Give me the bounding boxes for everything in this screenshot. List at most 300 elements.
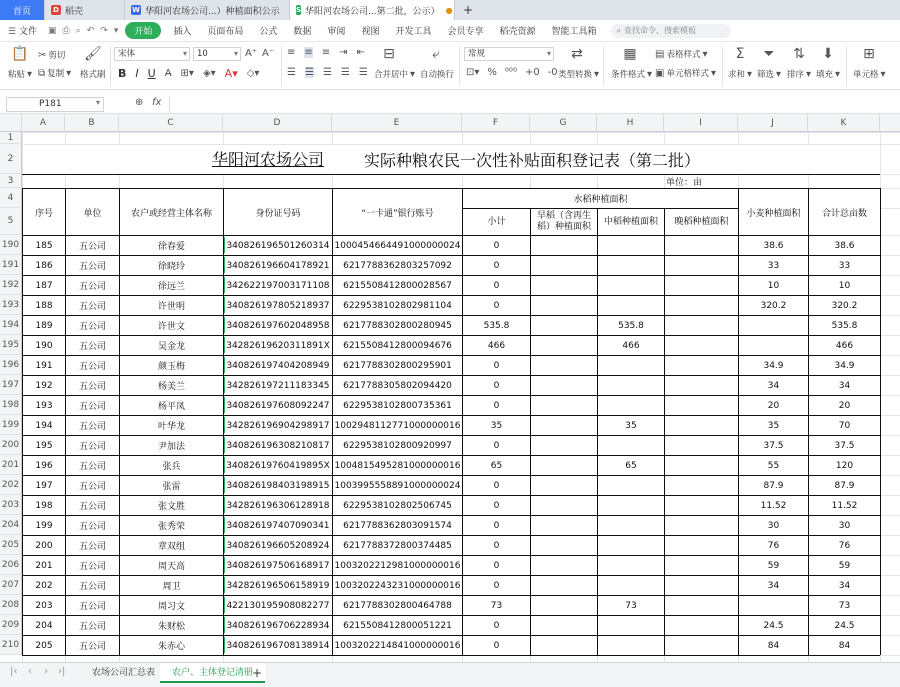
cell-wheat[interactable]: 38.6 <box>763 240 784 251</box>
cell-name[interactable]: 徐晓玲 <box>157 262 185 272</box>
row-header[interactable]: 198 <box>0 395 22 415</box>
cell-unit[interactable]: 五公司 <box>78 562 106 572</box>
menu-smart-toolbox[interactable]: 智能工具箱 <box>551 27 597 37</box>
cell-unit[interactable]: 五公司 <box>78 622 106 632</box>
conditional-format-button[interactable]: 条件格式 ▾ <box>611 68 653 80</box>
cell-acct[interactable]: 6217788372800374485 <box>343 540 452 551</box>
row-header[interactable]: 206 <box>0 555 22 575</box>
row-header[interactable]: 210 <box>0 635 22 655</box>
cell-wheat[interactable]: 34 <box>767 380 780 391</box>
cell-wheat[interactable] <box>739 336 808 355</box>
row-header[interactable]: 2 <box>0 144 22 174</box>
cell-wheat[interactable]: 34.9 <box>763 360 784 371</box>
cell-total[interactable]: 87.9 <box>834 480 855 491</box>
cell-wheat[interactable]: 34 <box>767 580 780 591</box>
cell-mid[interactable] <box>598 576 664 595</box>
cell-name[interactable]: 朱财松 <box>157 622 185 632</box>
cell-seq[interactable]: 186 <box>35 260 53 271</box>
spreadsheet-grid[interactable] <box>22 132 900 662</box>
cell-id[interactable]: 340826196605208924 <box>226 540 330 551</box>
conditional-format-icon[interactable]: ▦ <box>623 46 637 62</box>
row-header[interactable]: 197 <box>0 375 22 395</box>
increase-decimal-icon[interactable]: +0 <box>524 67 540 78</box>
cell-late[interactable] <box>665 296 738 315</box>
menu-formula[interactable]: 公式 <box>259 27 278 37</box>
cell-total[interactable]: 73 <box>838 600 851 611</box>
cell-id[interactable]: 340826197407090341 <box>226 520 330 531</box>
cell-unit[interactable]: 五公司 <box>78 442 106 452</box>
cell-acct[interactable]: 1000454664491000000024 <box>334 240 461 251</box>
cell-mid[interactable] <box>598 616 664 635</box>
type-convert-button[interactable]: 类型转换 ▾ <box>558 68 600 80</box>
justify-icon[interactable]: ☰ <box>340 67 350 78</box>
table-style-button[interactable]: ▤ 表格样式 ▾ <box>655 48 708 60</box>
cell-id[interactable]: 340826196308210817 <box>226 440 330 451</box>
cell-name[interactable]: 张兵 <box>162 462 181 472</box>
cell-late[interactable] <box>665 336 738 355</box>
header-seq[interactable]: 序号 <box>23 189 65 235</box>
cell-early[interactable] <box>531 496 597 515</box>
cell-mid[interactable]: 35 <box>625 420 637 431</box>
menu-page-layout[interactable]: 页面布局 <box>207 27 244 37</box>
cell-wheat[interactable]: 30 <box>767 520 780 531</box>
cell-name[interactable]: 周习文 <box>157 602 185 612</box>
row-header[interactable]: 5 <box>0 208 22 235</box>
column-header-b[interactable]: B <box>65 114 119 132</box>
cell-total[interactable]: 34.9 <box>834 360 855 371</box>
cell-early[interactable] <box>531 616 597 635</box>
print-icon[interactable]: ⎙ <box>62 25 70 36</box>
save-icon[interactable]: ▣ <box>47 25 57 36</box>
cell-acct[interactable]: 6215508412800028567 <box>343 280 452 291</box>
cell-total[interactable]: 10 <box>838 280 851 291</box>
header-early-rice[interactable]: 早稻（含再生稻）种植面积 <box>531 209 597 235</box>
first-sheet-icon[interactable]: |‹ <box>10 666 18 677</box>
cell-wheat[interactable]: 59 <box>767 560 780 571</box>
cell-sub[interactable]: 0 <box>493 620 500 631</box>
tab-home[interactable]: 首页 <box>0 0 45 20</box>
select-all-corner[interactable] <box>0 114 22 132</box>
cell-early[interactable] <box>531 356 597 375</box>
cell-acct[interactable]: 1002948112771000000016 <box>334 420 461 431</box>
last-sheet-icon[interactable]: ›| <box>58 666 66 677</box>
cell-icon[interactable]: ⊞ <box>863 46 875 62</box>
cell-acct[interactable]: 6229538102802981104 <box>343 300 452 311</box>
cell-late[interactable] <box>665 396 738 415</box>
cell-unit[interactable]: 五公司 <box>78 342 106 352</box>
cell-mid[interactable] <box>598 396 664 415</box>
fill-color-icon[interactable]: ◈▾ <box>202 68 216 79</box>
cell-seq[interactable]: 198 <box>35 500 53 511</box>
cell-total[interactable]: 37.5 <box>834 440 855 451</box>
filter-icon[interactable]: ⏷ <box>763 46 775 62</box>
cell-id[interactable]: 34082619760419895X <box>226 460 330 471</box>
cell-name[interactable]: 张雷 <box>162 482 181 492</box>
unit-label[interactable]: 单位：亩 <box>666 175 737 188</box>
cell-seq[interactable]: 205 <box>35 640 53 651</box>
cell-name[interactable]: 叶华龙 <box>157 422 185 432</box>
cell-acct[interactable]: 6229538102800920997 <box>343 440 452 451</box>
header-id[interactable]: 身份证号码 <box>224 189 332 235</box>
cell-sub[interactable]: 0 <box>493 480 500 491</box>
cell-early[interactable] <box>531 596 597 615</box>
cell-sub[interactable]: 0 <box>493 280 500 291</box>
italic-icon[interactable]: I <box>135 67 139 80</box>
cell-unit[interactable]: 五公司 <box>78 462 106 472</box>
row-header[interactable]: 203 <box>0 495 22 515</box>
copy-button[interactable]: ⧉ 复制 ▾ <box>38 67 72 79</box>
column-header-c[interactable]: C <box>119 114 223 132</box>
cell-unit[interactable]: 五公司 <box>78 582 106 592</box>
cell-early[interactable] <box>531 296 597 315</box>
row-header[interactable]: 195 <box>0 335 22 355</box>
row-header[interactable]: 193 <box>0 295 22 315</box>
menu-start[interactable]: 开始 <box>125 22 161 39</box>
wrap-text-icon[interactable]: ⤶ <box>432 46 440 62</box>
cell-early[interactable] <box>531 256 597 275</box>
cell-name[interactable]: 颜玉梅 <box>157 362 185 372</box>
cell-seq[interactable]: 193 <box>35 400 53 411</box>
cell-id[interactable]: 340826197805218937 <box>226 300 330 311</box>
redo-icon[interactable]: ↷ <box>100 25 108 36</box>
cell-sub[interactable]: 0 <box>493 560 500 571</box>
cell-id[interactable]: 34282619620311891X <box>226 340 330 351</box>
format-painter-icon[interactable]: 🖌 <box>84 46 102 62</box>
cell-mid[interactable]: 73 <box>625 600 637 611</box>
cell-early[interactable] <box>531 436 597 455</box>
formula-input[interactable] <box>169 97 900 112</box>
align-left-icon[interactable]: ☰ <box>287 67 296 78</box>
cell-unit[interactable]: 五公司 <box>78 402 106 412</box>
row-header[interactable]: 200 <box>0 435 22 455</box>
cell-wheat[interactable]: 20 <box>767 400 780 411</box>
cell-unit[interactable]: 五公司 <box>78 602 106 612</box>
cell-total[interactable]: 34 <box>838 380 851 391</box>
cell-early[interactable] <box>531 536 597 555</box>
cell-mid[interactable] <box>598 296 664 315</box>
cell-seq[interactable]: 197 <box>35 480 53 491</box>
cell-sub[interactable]: 0 <box>493 360 500 371</box>
cell-late[interactable] <box>665 576 738 595</box>
cell-id[interactable]: 340826197608092247 <box>226 400 330 411</box>
cell-early[interactable] <box>531 456 597 475</box>
cell-mid[interactable] <box>598 276 664 295</box>
header-mid-rice[interactable]: 中稻种植面积 <box>598 209 664 235</box>
cell-seq[interactable]: 201 <box>35 560 53 571</box>
cell-unit[interactable]: 五公司 <box>78 242 106 252</box>
cell-mid[interactable] <box>598 636 664 655</box>
cell-mid[interactable] <box>598 436 664 455</box>
cell-early[interactable] <box>531 236 597 255</box>
cell-total[interactable]: 38.6 <box>834 240 855 251</box>
cell-late[interactable] <box>665 436 738 455</box>
cell-id[interactable]: 340826196708138914 <box>226 640 330 651</box>
cell-seq[interactable]: 192 <box>35 380 53 391</box>
row-header[interactable]: 4 <box>0 188 22 208</box>
cell-id[interactable]: 340826198403198915 <box>226 480 330 491</box>
row-header[interactable]: 207 <box>0 575 22 595</box>
header-rice-area[interactable]: 水稻种植面积 <box>463 189 738 208</box>
align-middle-icon[interactable]: ≡ <box>304 47 313 58</box>
cell-sub[interactable]: 0 <box>493 400 500 411</box>
cell-sub[interactable]: 0 <box>493 540 500 551</box>
cell-acct[interactable]: 1003995558891000000024 <box>334 480 461 491</box>
cell-name[interactable]: 徐春爱 <box>157 242 185 252</box>
cell-name[interactable]: 周天高 <box>157 562 185 572</box>
align-top-icon[interactable]: ≡ <box>287 47 296 58</box>
cell-sub[interactable]: 35 <box>490 420 503 431</box>
row-header[interactable]: 201 <box>0 455 22 475</box>
align-right-icon[interactable]: ☰ <box>322 67 332 78</box>
cell-wheat[interactable]: 33 <box>767 260 780 271</box>
cell-unit[interactable]: 五公司 <box>78 382 106 392</box>
grow-font-button[interactable]: A⁺ <box>245 48 258 59</box>
cell-style-button[interactable]: ▣ 单元格样式 ▾ <box>655 67 716 79</box>
header-unit[interactable]: 单位 <box>66 189 119 235</box>
menu-review[interactable]: 审阅 <box>327 27 346 37</box>
cell-wheat[interactable]: 11.52 <box>760 500 787 511</box>
cell-total[interactable]: 84 <box>838 640 851 651</box>
cell-unit[interactable]: 五公司 <box>78 362 106 372</box>
wrap-text-button[interactable]: 自动换行 <box>420 70 455 80</box>
cell-late[interactable] <box>665 236 738 255</box>
sheet-tab-summary[interactable]: 农场公司汇总表 <box>92 668 156 678</box>
cell-name[interactable]: 章双组 <box>157 542 185 552</box>
file-menu[interactable]: ☰ 文件 <box>8 27 37 37</box>
cell-late[interactable] <box>665 556 738 575</box>
row-header[interactable]: 191 <box>0 255 22 275</box>
cell-late[interactable] <box>665 616 738 635</box>
cell-id[interactable]: 342826196306128918 <box>226 500 330 511</box>
cell-mid[interactable] <box>598 516 664 535</box>
cell-acct[interactable]: 6217788362803091574 <box>343 520 452 531</box>
cell-mid[interactable]: 466 <box>622 340 640 351</box>
cell-late[interactable] <box>665 316 738 335</box>
strikethrough-icon[interactable]: A̶ <box>164 68 172 79</box>
row-header[interactable]: 209 <box>0 615 22 635</box>
cell-id[interactable]: 340826197404208949 <box>226 360 330 371</box>
cell-seq[interactable]: 202 <box>35 580 53 591</box>
cell-early[interactable] <box>531 276 597 295</box>
column-header-a[interactable]: A <box>22 114 65 132</box>
cell-seq[interactable]: 196 <box>35 460 53 471</box>
cell-sub[interactable]: 0 <box>493 440 500 451</box>
column-header-h[interactable]: H <box>597 114 664 132</box>
cell-acct[interactable]: 6229538102800735361 <box>343 400 452 411</box>
cell-early[interactable] <box>531 376 597 395</box>
row-header[interactable]: 3 <box>0 174 22 188</box>
cell-late[interactable] <box>665 516 738 535</box>
cell-early[interactable] <box>531 556 597 575</box>
cell-acct[interactable]: 6217788362803257092 <box>343 260 452 271</box>
row-header[interactable]: 208 <box>0 595 22 615</box>
merge-center-button[interactable]: 合并居中 ▾ <box>374 68 416 80</box>
cell-early[interactable] <box>531 316 597 335</box>
number-format-select[interactable]: 常规 ▾ <box>464 47 554 61</box>
row-header[interactable]: 194 <box>0 315 22 335</box>
cell-wheat[interactable]: 76 <box>767 540 780 551</box>
cell-mid[interactable] <box>598 536 664 555</box>
menu-view[interactable]: 视图 <box>361 27 380 37</box>
cell-mid[interactable] <box>598 236 664 255</box>
cell-sub[interactable]: 0 <box>493 300 500 311</box>
cell-mid[interactable] <box>598 476 664 495</box>
cell-wheat[interactable]: 320.2 <box>760 300 787 311</box>
cell-name[interactable]: 张文胜 <box>157 502 185 512</box>
cell-seq[interactable]: 195 <box>35 440 53 451</box>
column-header-e[interactable]: E <box>332 114 462 132</box>
shrink-font-button[interactable]: A⁻ <box>262 48 275 59</box>
font-color-icon[interactable]: A▾ <box>224 67 238 80</box>
cut-button[interactable]: ✂ 剪切 <box>38 49 66 61</box>
cell-wheat[interactable]: 24.5 <box>763 620 784 631</box>
header-subtotal[interactable]: 小计 <box>463 209 530 235</box>
fill-button[interactable]: 填充 ▾ <box>816 68 841 80</box>
cell-mid[interactable] <box>598 556 664 575</box>
cell-total[interactable]: 535.8 <box>831 320 858 331</box>
sort-icon[interactable]: ⇅ <box>793 46 805 62</box>
sheet-tab-register[interactable]: 农户、主体登记清册 <box>160 663 265 683</box>
cell-total[interactable]: 120 <box>835 460 854 471</box>
header-wheat[interactable]: 小麦种植面积 <box>739 189 808 235</box>
align-bottom-icon[interactable]: ≡ <box>321 47 331 58</box>
row-header[interactable]: 199 <box>0 415 22 435</box>
cell-early[interactable] <box>531 476 597 495</box>
border-icon[interactable]: ⊞▾ <box>180 68 194 79</box>
row-header[interactable]: 196 <box>0 355 22 375</box>
header-name[interactable]: 农户或经营主体名称 <box>120 189 223 235</box>
cell-id[interactable]: 340826197506168917 <box>226 560 330 571</box>
format-painter-button[interactable]: 格式刷 <box>80 70 106 80</box>
font-name-select[interactable]: 宋体 ▾ <box>114 47 190 61</box>
cell-acct[interactable]: 1004815495281000000016 <box>334 460 461 471</box>
row-header[interactable]: 192 <box>0 275 22 295</box>
cell-unit[interactable]: 五公司 <box>78 422 106 432</box>
row-header[interactable]: 190 <box>0 235 22 255</box>
percent-icon[interactable]: % <box>487 67 497 78</box>
clear-format-icon[interactable]: ◇▾ <box>246 68 260 79</box>
filter-button[interactable]: 筛选 ▾ <box>757 68 782 80</box>
cell-sub[interactable]: 0 <box>493 380 500 391</box>
cell-unit[interactable]: 五公司 <box>78 482 106 492</box>
cell-total[interactable]: 76 <box>838 540 851 551</box>
cell-late[interactable] <box>665 276 738 295</box>
menu-insert[interactable]: 插入 <box>173 27 192 37</box>
cell-name[interactable]: 朱赤心 <box>157 642 185 652</box>
cell-id[interactable]: 342826196506158919 <box>226 580 330 591</box>
cell-seq[interactable]: 200 <box>35 540 53 551</box>
zoom-icon[interactable]: ⊕ <box>135 97 144 108</box>
cell-mid[interactable] <box>598 256 664 275</box>
undo-icon[interactable]: ↶ <box>86 25 95 36</box>
chevron-down-icon[interactable]: ▾ <box>96 98 101 107</box>
cell-early[interactable] <box>531 516 597 535</box>
cell-total[interactable]: 320.2 <box>831 300 858 311</box>
column-header-g[interactable]: G <box>530 114 597 132</box>
cell-seq[interactable]: 188 <box>35 300 53 311</box>
cell-id[interactable]: 422130195908082277 <box>226 600 330 611</box>
header-total[interactable]: 合计总亩数 <box>809 189 880 235</box>
outdent-icon[interactable]: ⇤ <box>356 47 365 58</box>
cell-name[interactable]: 许世文 <box>157 322 185 332</box>
add-sheet-button[interactable]: + <box>252 666 263 680</box>
cell-late[interactable] <box>665 256 738 275</box>
column-header-i[interactable]: I <box>664 114 738 132</box>
cell-late[interactable] <box>665 536 738 555</box>
name-box[interactable]: P181 <box>6 97 104 112</box>
cell-total[interactable]: 11.52 <box>831 500 858 511</box>
cell-late[interactable] <box>665 636 738 655</box>
cell-early[interactable] <box>531 636 597 655</box>
cell-total[interactable]: 24.5 <box>834 620 855 631</box>
menu-dev-tools[interactable]: 开发工具 <box>395 27 432 37</box>
cell-acct[interactable]: 6215508412800051221 <box>343 620 452 631</box>
cell-wheat[interactable]: 55 <box>767 460 780 471</box>
cell-early[interactable] <box>531 576 597 595</box>
align-center-icon[interactable]: ☰ <box>304 67 314 78</box>
preview-icon[interactable]: ⌕ <box>75 25 81 36</box>
cell-sub[interactable]: 0 <box>493 500 500 511</box>
cell-late[interactable] <box>665 376 738 395</box>
cell-wheat[interactable]: 37.5 <box>763 440 784 451</box>
cell-mid[interactable] <box>598 496 664 515</box>
cell-name[interactable]: 许世明 <box>157 302 185 312</box>
row-header[interactable]: 204 <box>0 515 22 535</box>
cell-unit[interactable]: 五公司 <box>78 302 106 312</box>
cell-acct[interactable]: 6215508412800094676 <box>343 340 452 351</box>
cell-early[interactable] <box>531 396 597 415</box>
cell-name[interactable]: 周卫 <box>162 582 181 592</box>
cell-acct[interactable]: 1003202243231000000016 <box>334 580 461 591</box>
cell-seq[interactable]: 203 <box>35 600 53 611</box>
cell-id[interactable]: 342622197003171108 <box>226 280 330 291</box>
cell-acct[interactable]: 6217788302800295901 <box>343 360 452 371</box>
tab-spreadsheet[interactable]: S 华阳河农场公司...第二批，公示） ● <box>290 0 455 20</box>
menu-data[interactable]: 数据 <box>293 27 312 37</box>
cell-button[interactable]: 单元格 ▾ <box>853 68 886 80</box>
currency-icon[interactable]: ⊡▾ <box>466 67 480 78</box>
cell-wheat[interactable] <box>739 596 808 615</box>
paste-icon[interactable]: 📋 <box>11 46 29 62</box>
row-header[interactable]: 1 <box>0 132 22 144</box>
sum-icon[interactable]: Σ <box>735 46 745 62</box>
cell-seq[interactable]: 194 <box>35 420 53 431</box>
cell-acct[interactable]: 1003202214841000000016 <box>334 640 461 651</box>
cell-sub[interactable]: 0 <box>493 640 500 651</box>
paste-button[interactable]: 粘贴 ▾ <box>8 68 33 80</box>
column-header-k[interactable]: K <box>808 114 880 132</box>
cell-total[interactable]: 33 <box>838 260 851 271</box>
cell-name[interactable]: 杨平凤 <box>157 402 185 412</box>
cell-early[interactable] <box>531 336 597 355</box>
cell-wheat[interactable]: 84 <box>767 640 780 651</box>
cell-sub[interactable]: 73 <box>490 600 503 611</box>
cell-mid[interactable]: 65 <box>625 460 637 471</box>
cell-wheat[interactable] <box>739 316 808 335</box>
cell-total[interactable]: 466 <box>835 340 854 351</box>
cell-id[interactable]: 340826196501260314 <box>226 240 330 251</box>
sum-button[interactable]: 求和 ▾ <box>728 68 753 80</box>
tab-word-document[interactable]: W 华阳河农场公司...）种植面积公示 <box>125 0 290 20</box>
cell-unit[interactable]: 五公司 <box>78 542 106 552</box>
cell-mid[interactable]: 535.8 <box>618 320 644 331</box>
cell-late[interactable] <box>665 476 738 495</box>
cell-unit[interactable]: 五公司 <box>78 282 106 292</box>
merge-cells-icon[interactable]: ⊟ <box>383 46 395 62</box>
cell-name[interactable]: 尹加法 <box>157 442 185 452</box>
sort-button[interactable]: 排序 ▾ <box>787 68 812 80</box>
fill-icon[interactable]: ⬇ <box>822 46 834 62</box>
